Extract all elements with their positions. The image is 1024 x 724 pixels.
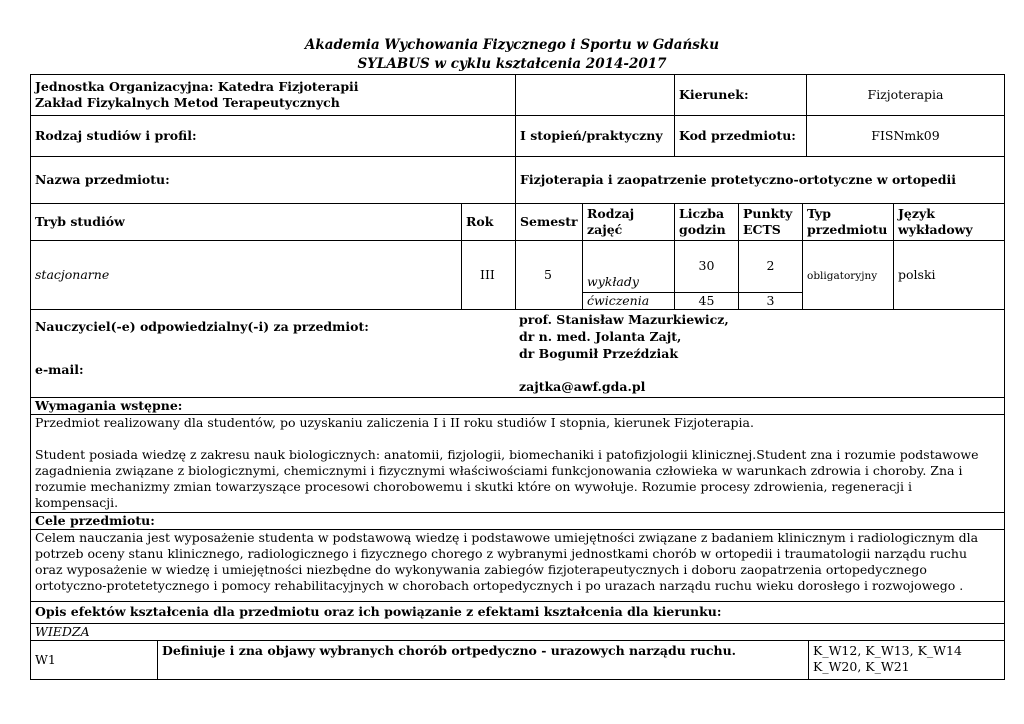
header-rodzaj-zajec [582, 203, 675, 241]
teachers-label: Nauczyciel(-e) odpowiedzialny(-i) za przedmiot: [35, 319, 369, 334]
teacher-name-2: dr n. med. Jolanta Zajt, [519, 329, 682, 344]
header-semestr: Semestr [515, 203, 583, 241]
header-rodzaj-zajec-line1: Rodzaj [587, 206, 635, 221]
header-jezyk-line1: Język [898, 206, 935, 221]
header-typ-line1: Typ [807, 206, 831, 221]
kod-przedmiotu-value: FISNmk09 [806, 115, 1005, 157]
unit-line1: Jednostka Organizacyjna: Katedra Fizjoterapii [35, 79, 359, 94]
header-rodzaj-zajec-line2: zajęć [587, 222, 623, 237]
header-liczba-godzin [674, 203, 739, 241]
header-typ-przedmiotu [802, 203, 894, 241]
teacher-name-3: dr Bogumił Przeździak [519, 346, 679, 361]
header-liczba-line1: Liczba [679, 206, 725, 221]
wymagania-p1: Przedmiot realizowany dla studentów, po uzyskaniu zaliczenia I i II roku studiów I stopnia, kierunek Fizjoterapia. [35, 415, 754, 430]
w1-ref-line1: K_W12, K_W13, K_W14 [813, 643, 962, 658]
header-typ-line2: przedmiotu [807, 222, 888, 237]
email-label: e-mail: [35, 362, 84, 377]
cwiczenia-ects: 3 [738, 292, 803, 310]
wymagania-title: Wymagania wstępne: [30, 397, 1005, 415]
cele-title: Cele przedmiotu: [30, 512, 1005, 530]
kod-przedmiotu-label: Kod przedmiotu: [674, 115, 807, 157]
syllabus-title: SYLABUS w cyklu kształcenia 2014-2017 [357, 56, 667, 72]
header-punkty-line2: ECTS [743, 222, 781, 237]
kierunek-value: Fizjoterapia [806, 74, 1005, 116]
wyklady-godziny: 30 [674, 240, 739, 293]
institution-title: Akademia Wychowania Fizycznego i Sportu w Gdańsku [304, 37, 720, 53]
nazwa-przedmiotu-value: Fizjoterapia i zaopatrzenie protetyczno-ortotyczne w ortopedii [515, 156, 1005, 204]
teacher-email: zajtka@awf.gda.pl [519, 379, 646, 394]
w1-refs [808, 640, 1005, 680]
w1-text: Definiuje i zna objawy wybranych chorób ortpedyczno - urazowych narządu ruchu. [157, 640, 809, 680]
wymagania-p2: Student posiada wiedzę z zakresu nauk biologicznych: anatomii, fizjologii, biomechaniki i patofizjologii klinicznej.Student zna i rozumie podstawowe zagadnienia związane z biologicznymi, chemicznymi i fizycznymi właściwościami funkcjonowania człowieka w warunkach zdrowia i choroby. Zna i rozumie mechanizmy zmian towarzyszące procesowi chorobowemu i skutki które on wywołuje. Rozumie procesy zdrowienia, regeneracji i kompensacji. [35, 447, 979, 510]
header-punkty-line1: Punkty [743, 206, 793, 221]
efekty-title: Opis efektów kształcenia dla przedmiotu oraz ich powiązanie z efektami kształcenia dla kierunku: [30, 601, 1005, 624]
rodzaj-studiow-value: I stopień/praktyczny [515, 115, 675, 157]
header-rok: Rok [461, 203, 516, 241]
header-jezyk [893, 203, 1005, 241]
cwiczenia-label: ćwiczenia [582, 292, 675, 310]
rok-value: III [461, 240, 516, 310]
wyklady-ects: 2 [738, 240, 803, 293]
unit-cell [30, 74, 516, 116]
header-jezyk-line2: wykładowy [898, 222, 973, 237]
header-tryb: Tryb studiów [30, 203, 462, 241]
semestr-value: 5 [515, 240, 583, 310]
header-liczba-line2: godzin [679, 222, 726, 237]
kierunek-label: Kierunek: [674, 74, 807, 116]
typ-value: obligatoryjny [802, 240, 894, 310]
wyklady-label: wykłady [582, 240, 675, 293]
empty-cell [515, 74, 675, 116]
header-punkty-ects [738, 203, 803, 241]
cwiczenia-godziny: 45 [674, 292, 739, 310]
tryb-value: stacjonarne [30, 240, 462, 310]
w1-ref-line2: K_W20, K_W21 [813, 659, 910, 674]
w1-code: W1 [30, 640, 158, 680]
teacher-name-1: prof. Stanisław Mazurkiewicz, [519, 312, 729, 327]
jezyk-value: polski [893, 240, 1005, 310]
unit-line2: Zakład Fizykalnych Metod Terapeutycznych [35, 95, 340, 110]
nazwa-przedmiotu-label: Nazwa przedmiotu: [30, 156, 516, 204]
cele-text: Celem nauczania jest wyposażenie studenta w podstawową wiedzę i podstawowe umiejętności związane z badaniem klinicznym i radiologicznym dla potrzeb oceny stanu klinicznego, radiologicznego i fizycznego chorego z wybranymi jednostkami chorób w ortopedii i traumatologii narządu ruchu oraz wyposażenie w wiedzę i umiejętności niezbędne do wykonywania zabiegów fizjoterapeutycznych i doboru zaopatrzenia ortopedycznego ortotyczno-protetetycznego i pomocy rehabilitacyjnych w chorobach ortopedycznych i po urazach narządu ruchu wieku dorosłego i rozwojowego . [35, 530, 979, 593]
rodzaj-studiow-label: Rodzaj studiów i profil: [30, 115, 516, 157]
wiedza-label: WIEDZA [30, 623, 1005, 641]
